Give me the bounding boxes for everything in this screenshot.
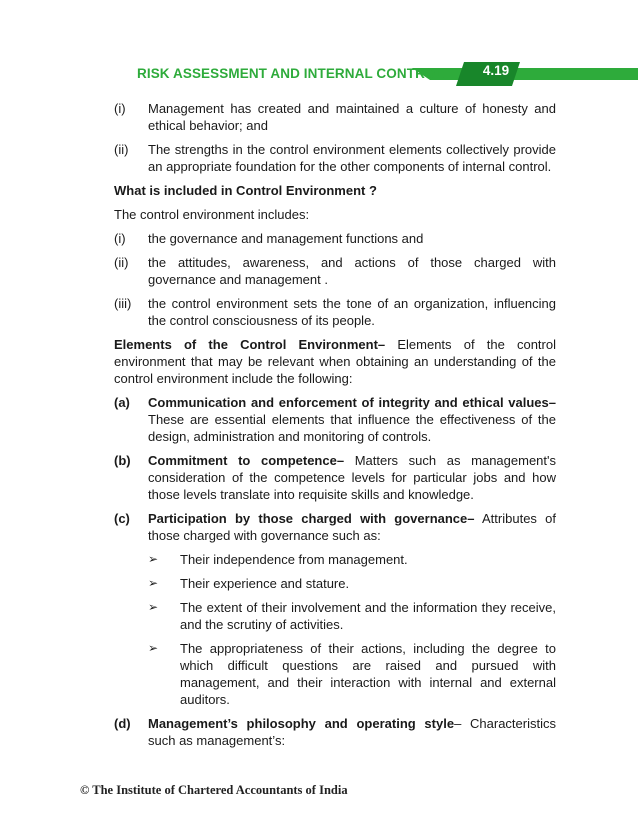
header-title: RISK ASSESSMENT AND INTERNAL CONTROL: [137, 66, 444, 81]
bullet-text: The extent of their involvement and the information they receive, and the scrutiny of activities.: [180, 600, 556, 632]
list-text: the governance and management functions and: [148, 231, 424, 246]
arrow-bullet-icon: ➢: [148, 552, 159, 566]
footer-copyright: © The Institute of Chartered Accountants of India: [80, 783, 348, 797]
intro-text: The control environment includes:: [114, 207, 310, 222]
bullet-text: The appropriateness of their actions, including the degree to which difficult questions are raised and pursued with management, and their interaction with internal and external auditors.: [180, 641, 556, 707]
elements-paragraph: [114, 336, 556, 387]
list-text: the control environment sets the tone of an organization, influencing the control consciousness of its people.: [148, 296, 556, 328]
bullet-item: [114, 551, 556, 568]
item-heading: Communication and enforcement of integrity and ethical values–: [148, 395, 556, 410]
item-heading: Participation by those charged with governance–: [148, 511, 475, 526]
item-body: [148, 715, 556, 749]
bullet-item: [114, 575, 556, 592]
item-marker: (d): [114, 716, 131, 731]
list-text: Management has created and maintained a culture of honesty and ethical behavior; and: [148, 101, 556, 133]
list-marker: (i): [114, 231, 126, 246]
item-text: Attributes of those charged with governance such as:: [148, 511, 556, 543]
item-text: Matters such as management's consideration of the competence levels for particular jobs and how those levels translate into requisite skills and knowledge.: [148, 453, 556, 502]
item-body: [148, 510, 556, 544]
page-header: [0, 60, 638, 88]
item-body: [148, 394, 556, 445]
arrow-bullet-icon: ➢: [148, 600, 159, 614]
bullet-item: [114, 599, 556, 633]
item-heading: Commitment to competence–: [148, 453, 345, 468]
list-item: [114, 254, 556, 288]
arrow-bullet-icon: ➢: [148, 576, 159, 590]
element-item: [114, 715, 556, 749]
element-item: [114, 394, 556, 445]
list-item: [114, 100, 556, 134]
elements-text: Elements of the control environment that may be relevant when obtaining an understanding of the control environment include the following:: [114, 337, 556, 386]
bullet-item: [114, 640, 556, 708]
list-marker: (ii): [114, 142, 129, 157]
page-number: 4.19: [482, 63, 510, 78]
section-question: What is included in Control Environment ?: [114, 183, 377, 198]
bullet-text: Their experience and stature.: [180, 576, 350, 591]
element-item: [114, 510, 556, 544]
item-body: [148, 452, 556, 503]
item-marker: (c): [114, 511, 130, 526]
item-text: These are essential elements that influence the effectiveness of the design, administration and monitoring of controls.: [148, 412, 556, 444]
item-marker: (b): [114, 453, 131, 468]
list-text: The strengths in the control environment elements collectively provide an appropriate foundation for the other components of internal control.: [148, 142, 556, 174]
list-item: [114, 230, 556, 247]
item-heading: Management’s philosophy and operating style: [148, 716, 455, 731]
arrow-bullet-icon: ➢: [148, 641, 159, 655]
list-marker: (iii): [114, 296, 132, 311]
element-item: [114, 452, 556, 503]
list-text: the attitudes, awareness, and actions of those charged with governance and management .: [148, 255, 556, 287]
list-marker: (i): [114, 101, 126, 116]
item-text: – Characteristics such as management’s:: [148, 716, 556, 748]
item-marker: (a): [114, 395, 130, 410]
list-marker: (ii): [114, 255, 129, 270]
page-body: [114, 100, 556, 749]
elements-lead: Elements of the Control Environment–: [114, 337, 386, 352]
bullet-text: Their independence from management.: [180, 552, 408, 567]
list-item: [114, 295, 556, 329]
list-item: [114, 141, 556, 175]
